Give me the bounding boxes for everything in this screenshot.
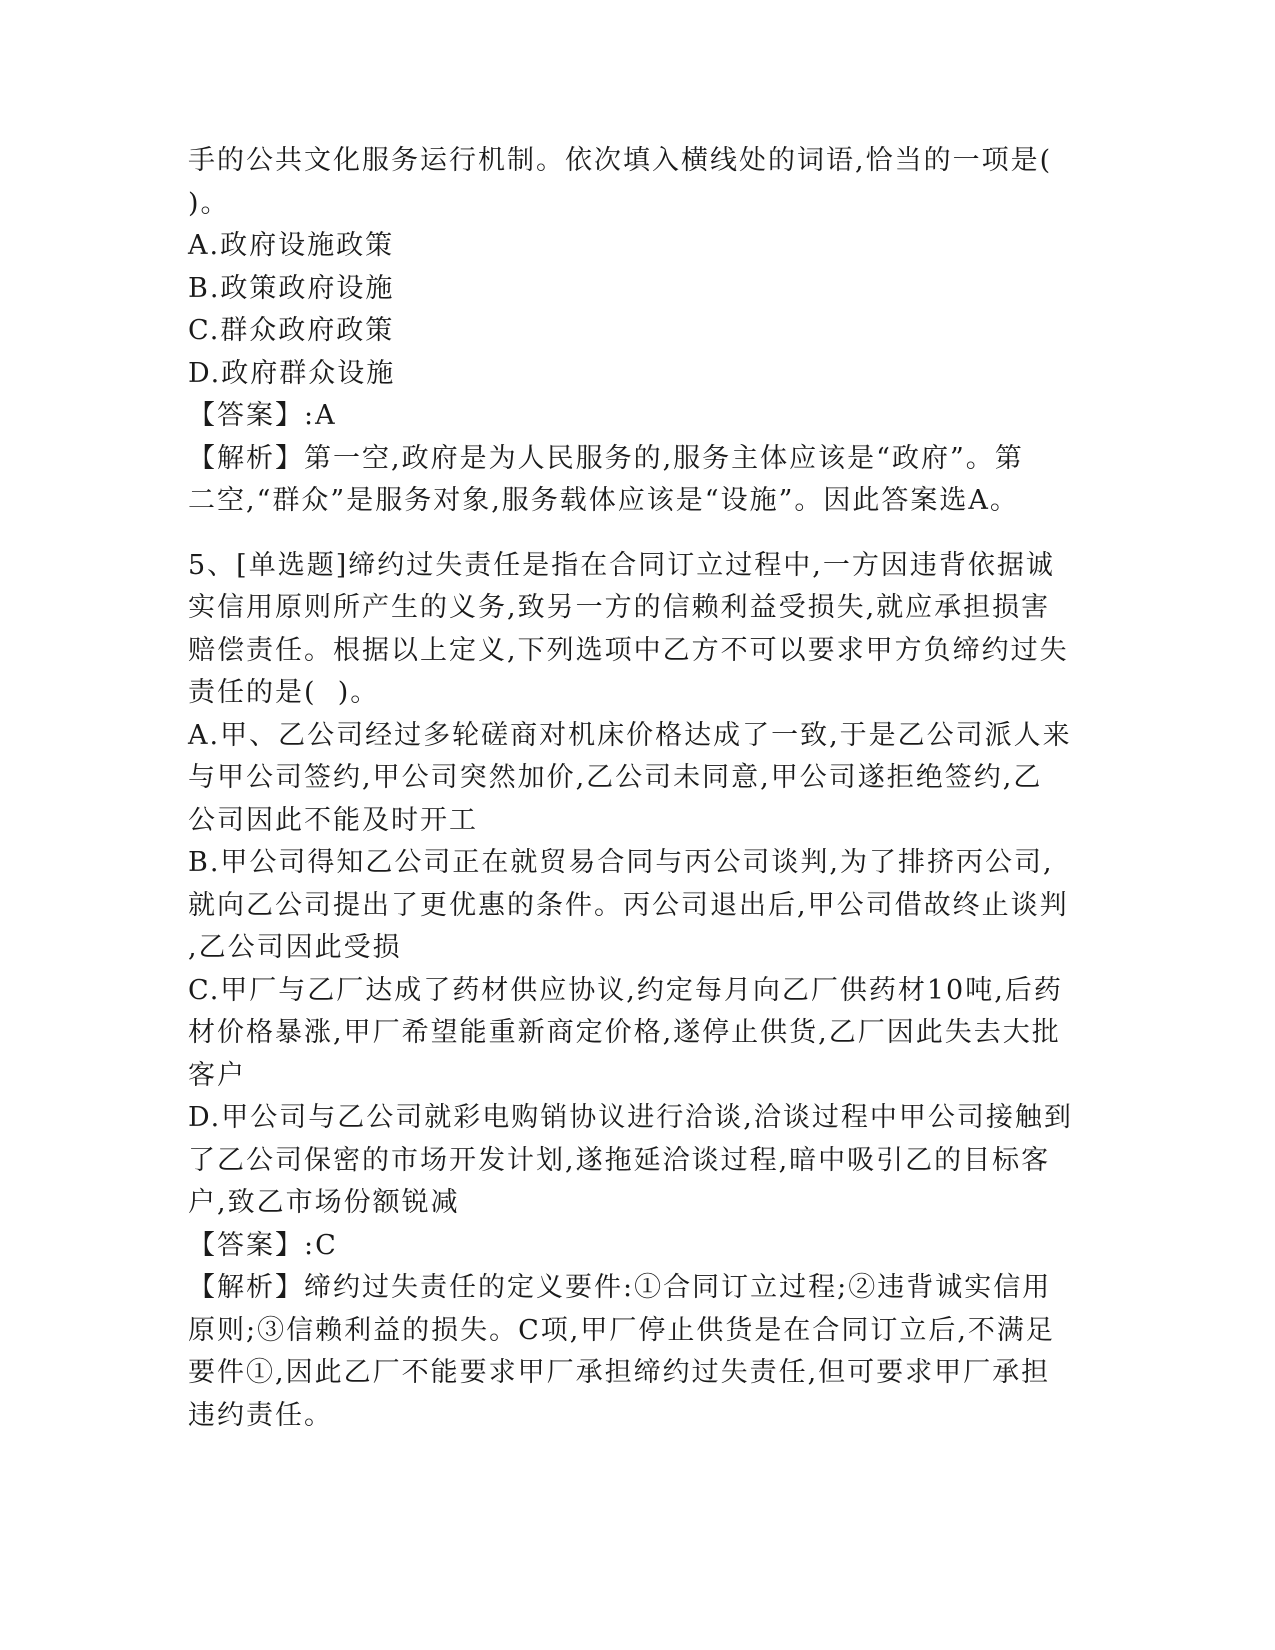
question-5-analysis: [188, 1267, 1068, 1437]
stem-line: 5、[单选题]缔约过失责任是指在合同订立过程中,一方因违背依据诚: [188, 549, 1055, 581]
question-4: [188, 140, 1068, 523]
question-5-stem: [188, 545, 1068, 715]
question-5-answer: 【答案】:C: [188, 1229, 338, 1261]
question-spacer: [188, 523, 1068, 545]
option-a: A.政府设施政策: [188, 230, 395, 261]
stem-line: 责任的是( )。: [188, 677, 380, 708]
page-content: [188, 140, 1073, 1437]
question-4-analysis: [188, 438, 1068, 523]
option-line: 了乙公司保密的市场开发计划,遂拖延洽谈过程,暗中吸引乙的目标客: [188, 1144, 1051, 1176]
option-line: 客户: [188, 1059, 246, 1091]
option-line: C.甲厂与乙厂达成了药材供应协议,约定每月向乙厂供药材10吨,后药: [188, 974, 1063, 1006]
option-line: ,乙公司因此受损: [188, 932, 402, 963]
analysis-line: 原则;③信赖利益的损失。C项,甲厂停止供货是在合同订立后,不满足: [188, 1314, 1055, 1346]
question-4-stem: [188, 140, 1068, 225]
stem-line: 实信用原则所产生的义务,致另一方的信赖利益受损失,就应承担损害: [188, 592, 1051, 623]
question-4-answer: 【答案】:A: [188, 400, 337, 431]
analysis-line: 二空,“群众”是服务对象,服务载体应该是“设施”。因此答案选A。: [188, 485, 1019, 516]
stem-line: )。: [188, 187, 230, 219]
option-c: C.群众政府政策: [188, 315, 395, 346]
question-5: [188, 545, 1073, 1438]
analysis-line: 【解析】第一空,政府是为人民服务的,服务主体应该是“政府”。第: [188, 442, 1024, 474]
option-line: B.甲公司得知乙公司正在就贸易合同与丙公司谈判,为了排挤丙公司,: [188, 847, 1054, 878]
option-line: 材价格暴涨,甲厂希望能重新商定价格,遂停止供货,乙厂因此失去大批: [188, 1017, 1061, 1048]
question-4-options: [188, 225, 1068, 395]
option-line: 公司因此不能及时开工: [188, 804, 478, 836]
option-line: A.甲、乙公司经过多轮磋商对机床价格达成了一致,于是乙公司派人来: [188, 719, 1072, 751]
option-d: D.政府群众设施: [188, 357, 396, 389]
stem-line: 手的公共文化服务运行机制。依次填入横线处的词语,恰当的一项是(: [188, 145, 1053, 176]
analysis-line: 【解析】缔约过失责任的定义要件:①合同订立过程;②违背诚实信用: [188, 1272, 1052, 1303]
option-b: B.政策政府设施: [188, 272, 395, 304]
option-line: 就向乙公司提出了更优惠的条件。丙公司退出后,甲公司借故终止谈判: [188, 889, 1069, 921]
option-line: 与甲公司签约,甲公司突然加价,乙公司未同意,甲公司遂拒绝签约,乙: [188, 762, 1043, 793]
stem-line: 赔偿责任。根据以上定义,下列选项中乙方不可以要求甲方负缔约过失: [188, 634, 1069, 666]
analysis-line: 违约责任。: [188, 1399, 333, 1431]
option-line: 户,致乙市场份额锐减: [188, 1187, 460, 1218]
option-line: D.甲公司与乙公司就彩电购销协议进行洽谈,洽谈过程中甲公司接触到: [188, 1102, 1073, 1133]
analysis-line: 要件①,因此乙厂不能要求甲厂承担缔约过失责任,但可要求甲厂承担: [188, 1357, 1051, 1388]
question-5-options: [188, 715, 1073, 1225]
